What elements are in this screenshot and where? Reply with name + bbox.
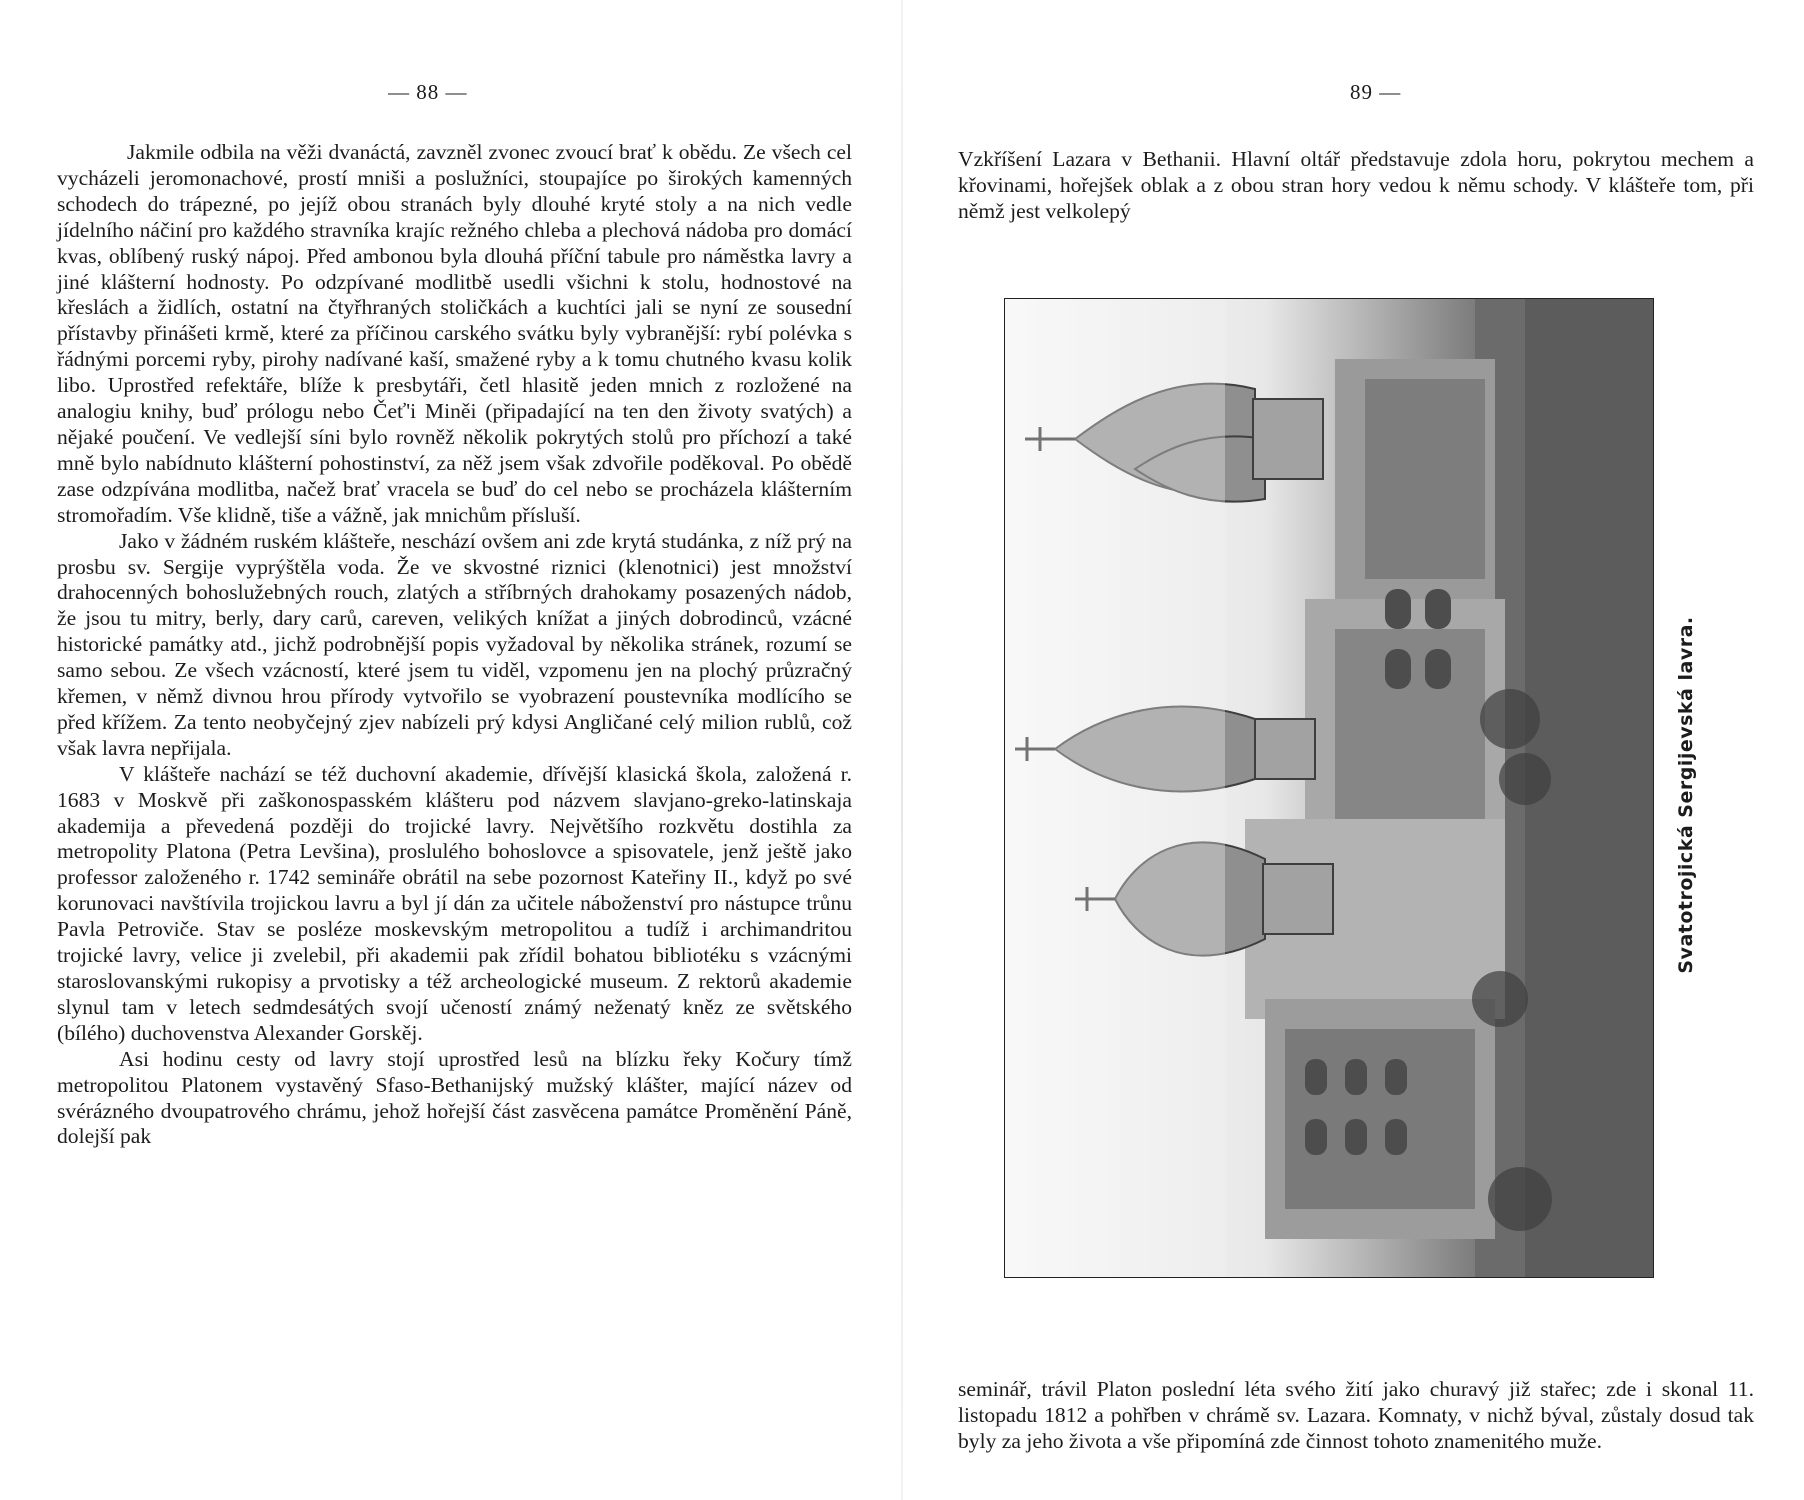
- right-page-top-text: [958, 146, 1754, 224]
- paragraph: Vzkříšení Lazara v Bethanii. Hlavní oltář představuje zdola horu, pokrytou mechem a křovinami, hořejšek oblak a z obou stran hory vedou k němu schody. V klášteře tom, při němž jest velkolepý: [958, 147, 1754, 223]
- left-page-text: [57, 140, 852, 1150]
- page-number: — 88 —: [388, 80, 468, 104]
- paragraph: seminář, trávil Platon poslední léta svého žití jako churavý již stařec; zde i skonal 11. listopadu 1812 a pohřben v chrámě sv. Lazara. Komnaty, v nichž býval, zůstaly dosud tak byly za jeho života a vše připomíná zde činnost tohoto znamenitého muže.: [958, 1377, 1754, 1453]
- paragraph: V klášteře nachází se též duchovní akademie, dřívější klasická škola, založená r. 1683 v Moskvě při zaškonospasském klášteru pod názvem slavjano-greko-latinskaja akademija a převedená později do trojické lavry. Největšího rozkvětu dostihla za metropolity Platona (Petra Levšina), proslulého bohoslovce a spisovatele, jenž ještě jako professor založeného r. 1742 semináře obrátil na sebe pozornost Kateřiny II., když po své korunovaci navštívila trojickou lavru a byl jí dán za učitele náboženství pro nástupce trůnu Pavla Petroviče. Stav se posléze moskevským metropolitou a tudíž i archimandritou trojické lavry, velice ji zvelebil, při akademii pak zřídil bohatou bibliotéku s vzácnými staroslovanskými rukopisy a prvotisky a též archeologické museum. Z rektorů akademie slynul tam v letech sedmdesátých svojí učeností známý neženatý kněz ze světského (bílého) duchovenstva Alexander Gorskěj.: [57, 761, 852, 1045]
- lavra-photograph-illustration: [1005, 299, 1653, 1277]
- paragraph: Jako v žádném ruském klášteře, neschází ovšem ani zde krytá studánka, z níž prý na prosbu sv. Sergije vyprýštěla voda. Že ve skvostné riznici (klenotnici) jest množství drahocenných bohoslužebných rouch, zlatých a stříbrných drahokamy posazených nádob, že jsou tu mitry, berly, dary carů, careven, velikých knížat a jiných dobrodinců, vzácné historické památky atd., jichž podrobnější popis vyžadoval by několika stránek, rozumí se samo sebou. Ze všech vzácností, které jsem tu viděl, vzpomenu jen na plochý průzračný křemen, v němž divnou hrou přírody vytvořilo se vyobrazení poustevníka modlícího se před křížem. Za tento neobyčejný zjev nabízeli prý kdysi Angličané celý milion rublů, což však lavra nepřijala.: [57, 528, 852, 760]
- paragraph: Jakmile odbila na věži dvanáctá, zavzněl zvonec zvoucí brať k obědu. Ze všech cel vycházeli jeromonachové, prostí mniši a poslužníci, stoupajíce po širokých kamenných schodech do trápezné, po jejíž obou stranách byly dlouhé kryté stoly a na nich vedle jídelního náčiní pro každého stravníka krajíc režného chleba a plechová nádoba pro domácí kvas, oblíbený ruský nápoj. Před ambonou byla dlouhá příční tabule pro náměstka lavry a jiné klášterní hodnosty. Po odzpívané modlitbě usedli všichni k stolu, hodnostové na křeslách a židlích, ostatní na čtyřhraných stoličkách a kuchtíci jali se nyní ze sousední přístavby přinášeti krmě, které za příčinou carského svátku byly vybranější: rybí polévka s řádnými porcemi ryby, pirohy nadívané kaší, smažené ryby a k tomu chutného kvasu kolik libo. Uprostřed refektáře, blíže k presbytáři, četl hlasitě jeden mnich z rozložené na analogiu knihy, buď prólogu nebo Čeť'i Miněi (připadající na ten den životy svatých) a nějaké poučení. Ve vedlejší síni bylo rovněž několik pokrytých stolů pro příchozí a také mně bylo nabídnuto klášterní pohostinství, za něž jsem však zdvořile poděkoval. Po obědě zase odzpívána modlitba, načež brať vracela se buď do cel nebo se procházela klášterním stromořadím. Vše klidně, tiše a vážně, jak mnichům přísluší.: [57, 140, 852, 527]
- right-page: [902, 0, 1804, 1500]
- photo-caption: [1672, 616, 1700, 974]
- page-number: 89 —: [1350, 80, 1402, 104]
- photo-caption-text: Svatotrojická Sergijevská lavra.: [1675, 616, 1697, 974]
- right-page-bottom-text: [958, 1376, 1754, 1454]
- lavra-photograph: [1004, 298, 1654, 1278]
- paragraph: Asi hodinu cesty od lavry stojí uprostřed lesů na blízku řeky Kočury tímž metropolitou Platonem vystavěný Sfaso-Bethanijský mužský klášter, mající název od svérázného dvoupatrového chrámu, jehož hořejší část zasvěcena památce Proměnění Páně, dolejší pak: [57, 1046, 852, 1149]
